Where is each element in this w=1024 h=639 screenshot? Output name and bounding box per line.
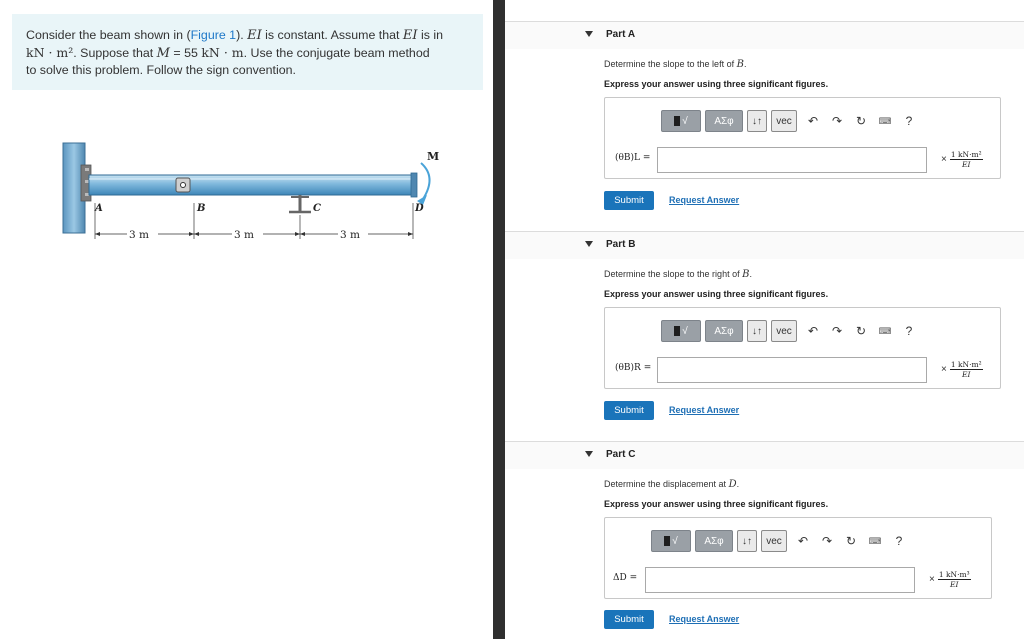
math-ei: EI [402,28,418,43]
subscript-button[interactable]: ↓↑ [747,320,767,342]
part-b-submit-button[interactable]: Submit [604,401,654,420]
point-label-c: C [313,203,321,214]
part-c [505,441,1024,625]
reset-icon[interactable]: ↻ [855,114,867,128]
templates-button[interactable]: √ [661,320,701,342]
panel-divider[interactable] [493,0,505,639]
part-a-answer-box [604,97,1001,179]
templates-button[interactable]: √ [661,110,701,132]
part-b-unit: × $\frac{\text{1 kN·m²}}{EI}$ [941,360,982,379]
problem-text: is in [417,28,444,42]
support-c [289,195,311,212]
greek-symbols-button[interactable]: ΑΣφ [705,110,743,132]
part-c-instruction: Express your answer using three significant figures. [604,499,829,509]
problem-text: . Use the conjugate beam method [243,45,430,60]
figure-link[interactable]: Figure 1 [190,28,237,42]
undo-icon[interactable]: ↶ [807,114,819,128]
beam-figure [55,135,455,250]
part-c-answer-input[interactable] [645,567,915,593]
part-a-request-answer-link[interactable]: Request Answer [669,195,740,205]
part-a-unit: × $\frac{\text{1 kN·m²}}{EI}$ [941,150,982,169]
dimension-label-ab: 3 m [129,229,149,241]
moment-label: M [427,150,440,163]
undo-icon[interactable]: ↶ [807,324,819,338]
problem-text: Consider the beam shown in ( [26,28,191,42]
part-b-instruction: Express your answer using three significant figures. [604,289,829,299]
problem-statement [12,14,483,90]
part-c-title: Part C [606,449,636,460]
subscript-button[interactable]: ↓↑ [737,530,757,552]
math-toolbar [651,530,911,552]
help-icon[interactable]: ? [905,114,913,128]
collapse-caret-icon[interactable] [585,31,593,37]
part-a-title: Part A [606,29,636,40]
point-label-d: D [415,203,424,214]
redo-icon[interactable]: ↷ [821,534,833,548]
subscript-button[interactable]: ↓↑ [747,110,767,132]
help-icon[interactable]: ? [905,324,913,338]
part-c-submit-button[interactable]: Submit [604,610,654,629]
part-c-question: Determine the displacement at D. [604,479,740,490]
keyboard-icon[interactable]: ⌨ [868,535,882,546]
vector-button[interactable]: vec [771,320,797,342]
part-b-request-answer-link[interactable]: Request Answer [669,405,740,415]
part-a-answer-label: (θB)L = [615,153,651,163]
part-b-answer-box [604,307,1001,389]
greek-symbols-button[interactable]: ΑΣφ [695,530,733,552]
part-c-answer-label: ΔD = [613,573,638,583]
point-label-a: A [95,203,103,214]
vector-button[interactable]: vec [761,530,787,552]
part-a-instruction: Express your answer using three significant figures. [604,79,829,89]
part-a-header[interactable] [505,21,1024,49]
keyboard-icon[interactable]: ⌨ [878,325,892,336]
reset-icon[interactable]: ↻ [845,534,857,548]
math-toolbar [661,320,921,342]
math-units: kN · m² [26,44,74,60]
redo-icon[interactable]: ↷ [831,324,843,338]
greek-symbols-button[interactable]: ΑΣφ [705,320,743,342]
reset-icon[interactable]: ↻ [855,324,867,338]
part-a-question: Determine the slope to the left of B. [604,59,747,70]
keyboard-icon[interactable]: ⌨ [878,115,892,126]
collapse-caret-icon[interactable] [585,241,593,247]
part-c-unit: × $\frac{\text{1 kN·m³}}{EI}$ [929,570,970,589]
collapse-caret-icon[interactable] [585,451,593,457]
part-b-answer-input[interactable] [657,357,927,383]
beam [89,175,415,195]
moment-arrow [421,163,430,199]
part-b-question: Determine the slope to the right of B. [604,269,752,280]
dimension-label-bc: 3 m [234,229,254,241]
part-b-title: Part B [606,239,636,250]
problem-text: . Suppose that [73,45,157,60]
math-toolbar [661,110,921,132]
undo-icon[interactable]: ↶ [797,534,809,548]
math-units: kN · m [201,44,244,60]
point-label-b: B [197,203,206,214]
dimension-label-cd: 3 m [340,229,360,241]
part-c-header[interactable] [505,441,1024,469]
part-a-answer-input[interactable] [657,147,927,173]
problem-text: to solve this problem. Follow the sign convention. [26,63,296,77]
part-b [505,231,1024,416]
problem-text: = 55 [169,45,202,60]
part-c-answer-box [604,517,992,599]
problem-panel [0,0,493,639]
part-a-submit-button[interactable]: Submit [604,191,654,210]
part-b-header[interactable] [505,231,1024,259]
math-ei: EI [247,28,262,43]
vector-button[interactable]: vec [771,110,797,132]
part-a [505,21,1024,206]
templates-button[interactable]: √ [651,530,691,552]
answer-panel [505,0,1024,639]
part-c-request-answer-link[interactable]: Request Answer [669,614,740,624]
redo-icon[interactable]: ↷ [831,114,843,128]
math-m: M [156,45,170,61]
part-b-answer-label: (θB)R = [615,363,652,373]
problem-text: is constant. Assume that [261,28,403,42]
problem-text: ). [236,28,248,42]
help-icon[interactable]: ? [895,534,903,548]
